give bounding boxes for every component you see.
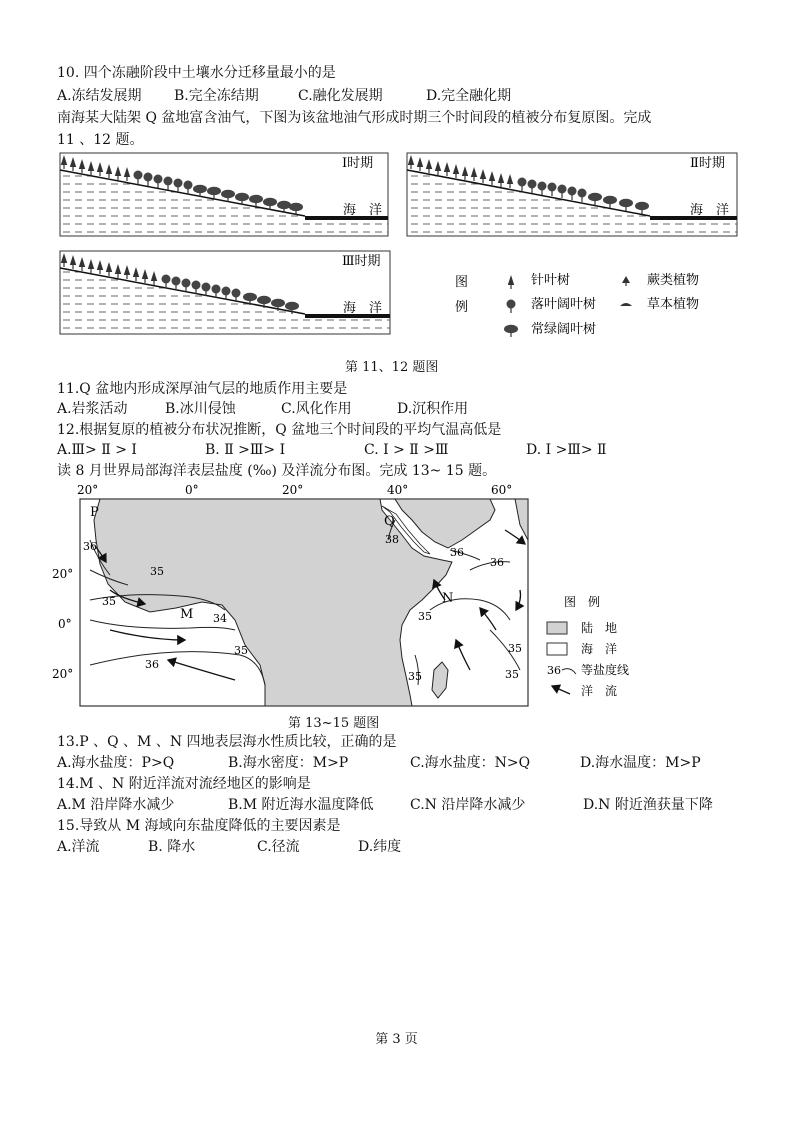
land-swatch [547,622,567,634]
lat-label-20n: 20° [52,567,74,581]
q14-stem: 14.M 、N 附近洋流对流经地区的影响是 [57,776,311,792]
period-3-label: Ⅲ时期 [342,254,381,269]
q12-option-d: D. Ⅰ >Ⅲ> Ⅱ [526,442,607,458]
deciduous-tree-icon [507,300,516,314]
iso-label: 35 [508,642,522,655]
legend-conifer: 针叶树 [531,273,571,288]
iso-label: 36 [490,556,504,569]
lon-label-20w: 20° [77,483,99,497]
q15-option-b: B. 降水 [148,839,196,855]
q13-stem: 13.P 、Q 、M 、N 四地表层海水性质比较，正确的是 [57,734,397,750]
q14-option-d: D.N 附近渔获量下降 [583,797,713,813]
herb-icon [620,303,632,306]
fig-13-15-caption: 第 13~15 题图 [288,716,380,731]
legend-isoline-sample: 36 [547,664,561,677]
legend-land: 陆 地 [581,621,618,635]
intro-11-12-line2: 11 、12 题。 [57,132,144,148]
q10-option-a: A.冻结发展期 [57,88,142,104]
iso-label: 35 [234,644,248,657]
q11-stem: 11.Q 盆地内形成深厚油气层的地质作用主要是 [57,381,348,397]
lat-label-0: 0° [58,617,72,631]
fig-11-12-caption: 第 11、12 题图 [345,360,439,375]
q14-option-b: B.M 附近海水温度降低 [228,797,374,813]
q10-option-c: C.融化发展期 [298,88,383,104]
q13-option-b: B.海水密度：M>P [228,755,349,771]
intro-11-12-line1: 南海某大陆架 Q 盆地富含油气，下图为该盆地油气形成时期三个时间段的植被分布复原图。完成 [57,110,652,126]
legend-fern: 蕨类植物 [647,273,700,288]
q13-option-d: D.海水温度：M>P [580,755,701,771]
page-number: 第 3 页 [375,1032,418,1047]
q12-option-a: A.Ⅲ> Ⅱ > Ⅰ [57,442,137,458]
legend-isoline: 等盐度线 [581,663,630,677]
current-arrow-icon [552,686,570,694]
evergreen-tree-icon [504,325,518,337]
iso-label: 38 [385,533,399,546]
fern-icon [622,276,630,283]
iso-label: 36 [83,540,97,553]
legend-title-bottom: 例 [455,300,469,315]
legend-ocean: 海 洋 [581,642,618,656]
isohaline-icon [562,669,576,674]
legend-deciduous: 落叶阔叶树 [531,297,597,312]
point-n-label: N [442,591,454,606]
iso-label: 36 [145,658,159,671]
lon-label-60e: 60° [491,483,513,497]
q15-option-a: A.洋流 [57,839,100,855]
iso-label: 35 [150,565,164,578]
q10-stem: 10. 四个冻融阶段中土壤水分迁移量最小的是 [57,65,336,81]
point-q-label: Q [384,514,395,529]
legend-title-top: 图 [455,275,469,290]
vegetation-legend [455,272,699,337]
point-p-label: P [90,505,99,520]
q15-option-c: C.径流 [257,839,300,855]
iso-label: 36 [450,546,464,559]
q11-option-c: C.风化作用 [281,401,352,417]
q12-option-b: B. Ⅱ >Ⅲ> Ⅰ [205,442,286,458]
q15-stem: 15.导致从 M 海域向东盐度降低的主要因素是 [57,818,341,834]
q12-option-c: C. Ⅰ > Ⅱ >Ⅲ [364,442,449,458]
legend-evergreen: 常绿阔叶树 [531,322,597,337]
legend-herb: 草本植物 [647,297,700,312]
q11-option-d: D.沉积作用 [397,401,469,417]
q15-option-d: D.纬度 [358,839,402,855]
map-legend [547,594,629,698]
point-m-label: M [180,607,194,622]
iso-label: 35 [505,668,519,681]
sea-label-1: 海 洋 [343,203,383,218]
q10-option-b: B.完全冻结期 [174,88,259,104]
iso-label: 35 [102,595,116,608]
lon-label-0: 0° [185,483,199,497]
legend-current: 洋 流 [581,684,618,698]
q10-option-d: D.完全融化期 [426,88,512,104]
salinity-current-map [50,480,740,712]
sea-label-3: 海 洋 [343,301,383,316]
q13-option-a: A.海水盐度：P>Q [57,755,175,771]
intro-13-15: 读 8 月世界局部海洋表层盐度 (‰) 及洋流分布图。完成 13~ 15 题。 [57,463,497,479]
conifer-icon [508,275,514,289]
ocean-swatch [547,643,567,655]
q14-option-c: C.N 沿岸降水减少 [410,797,526,813]
lon-label-40e: 40° [387,483,409,497]
q13-option-c: C.海水盐度：N>Q [410,755,531,771]
q11-option-b: B.冰川侵蚀 [165,401,236,417]
panel-period-1 [60,153,388,236]
vegetation-figure [50,148,750,378]
lon-label-20e: 20° [282,483,304,497]
panel-period-2 [407,153,737,236]
panel-period-3 [60,251,390,334]
map-legend-title: 图 例 [564,595,601,609]
iso-label: 35 [418,610,432,623]
iso-label: 35 [408,670,422,683]
q11-option-a: A.岩浆活动 [57,401,128,417]
q14-option-a: A.M 沿岸降水减少 [57,797,175,813]
q12-stem: 12.根据复原的植被分布状况推断，Q 盆地三个时间段的平均气温高低是 [57,422,502,438]
period-1-label: Ⅰ时期 [342,156,374,171]
lat-label-20s: 20° [52,667,74,681]
iso-label: 34 [213,612,227,625]
period-2-label: Ⅱ时期 [690,156,725,171]
sea-label-2: 海 洋 [690,203,730,218]
